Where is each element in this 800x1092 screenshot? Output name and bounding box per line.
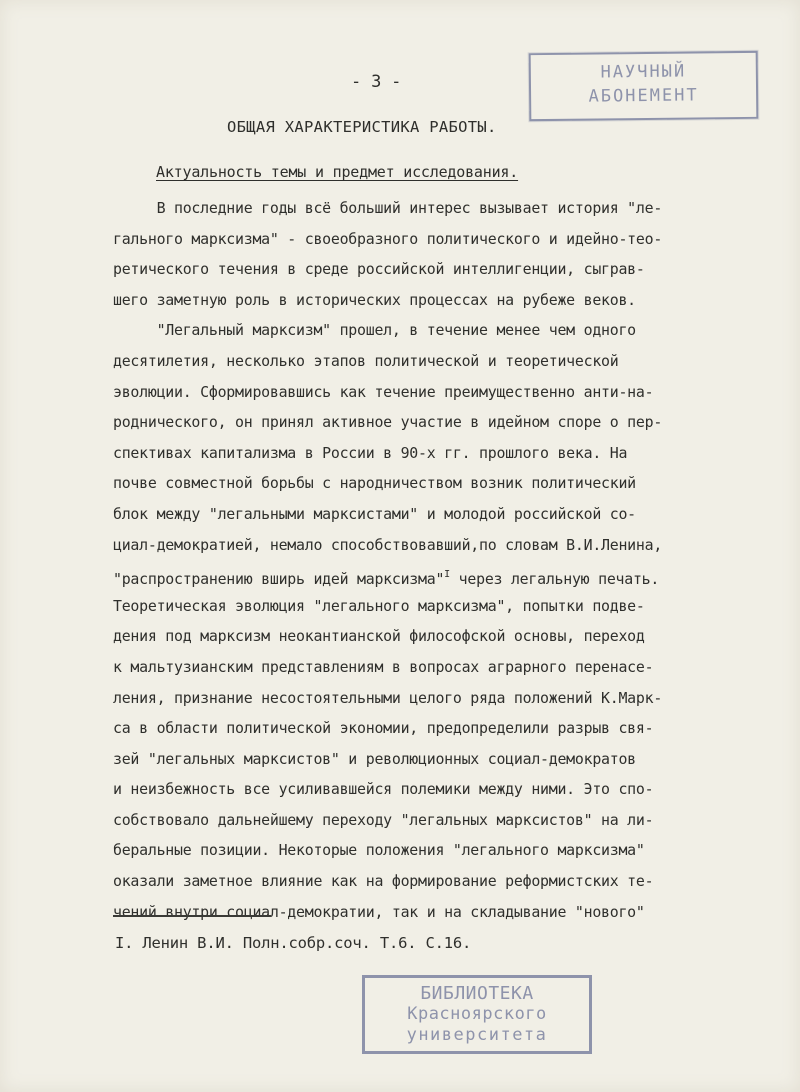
text-line: чений внутри социал-демократии, так и на складывание "нового" <box>113 902 645 921</box>
text-line: почве совместной борьбы с народничеством возник политический <box>113 474 636 493</box>
text-line: ления, признание несостоятельными целого ряда положений К.Марк- <box>113 688 663 707</box>
text-line: дения под марксизм неокантианской философской основы, переход <box>113 627 645 646</box>
stamp-line: университета <box>406 1025 548 1045</box>
text-line: "Легальный марксизм" прошел, в течение менее чем одного <box>113 321 636 340</box>
text-line: блок между "легальными марксистами" и молодой российской со- <box>113 504 636 523</box>
text-line: шего заметную роль в исторических процессах на рубеже веков. <box>113 290 636 309</box>
text-line: и неизбежность все усиливавшейся полемики между ними. Это спо- <box>113 780 654 799</box>
text-line-with-footnote <box>113 560 713 591</box>
stamp-line: АБОНЕМЕНТ <box>588 85 699 107</box>
stamp-line: БИБЛИОТЕКА <box>420 983 534 1004</box>
text-line: роднического, он принял активное участие в идейном споре о пер- <box>113 413 663 432</box>
text-line: Теоретическая эволюция "легального марксизма", попытки подве- <box>113 596 645 615</box>
text-line: В последние годы всё больший интерес вызывает история "ле- <box>113 199 663 217</box>
text-line: собствовало дальнейшему переходу "легальных марксистов" на ли- <box>113 810 654 829</box>
footnote-divider <box>113 915 271 917</box>
footnote-marker: I <box>444 569 450 581</box>
text-line: са в области политической экономии, предопределили разрыв свя- <box>113 719 654 738</box>
text-line: циал-демократией, немало способствовавший,по словам В.И.Ленина, <box>113 535 663 554</box>
page-number: - 3 - <box>351 72 402 92</box>
text-line: десятилетия, несколько этапов политической и теоретической <box>113 351 619 370</box>
library-stamp-krasnoyarsk-university <box>362 975 592 1054</box>
section-title: Актуальность темы и предмет исследования. <box>156 163 519 181</box>
footnote: I. Ленин В.И. Полн.собр.соч. Т.6. С.16. <box>115 934 472 952</box>
text-line-part: "распространению вширь идей марксизма" <box>113 570 445 589</box>
library-stamp-scientific-subscription <box>529 51 759 121</box>
text-line: беральные позиции. Некоторые положения "легального марксизма" <box>113 841 645 860</box>
text-line: оказали заметное влияние как на формирование реформистских те- <box>113 872 654 891</box>
body-text <box>113 193 713 927</box>
text-line: ретического течения в среде российской интеллигенции, сыграв- <box>113 260 645 279</box>
stamp-line: НАУЧНЫЙ <box>600 61 687 83</box>
text-line: зей "легальных марксистов" и революционных социал-демократов <box>113 749 636 768</box>
stamp-line: Красноярского <box>407 1004 547 1024</box>
text-line: к мальтузианским представлениям в вопросах аграрного перенасе- <box>113 657 654 676</box>
text-line: эволюции. Сформировавшись как течение преимущественно анти-на- <box>113 382 654 401</box>
document-heading: ОБЩАЯ ХАРАКТЕРИСТИКА РАБОТЫ. <box>227 118 497 136</box>
text-line-part: через легальную печать. <box>449 570 660 589</box>
text-line: гального марксизма" - своеобразного политического и идейно-тео- <box>113 229 663 248</box>
text-line: спективах капитализма в России в 90-х гг. прошлого века. На <box>113 443 628 462</box>
